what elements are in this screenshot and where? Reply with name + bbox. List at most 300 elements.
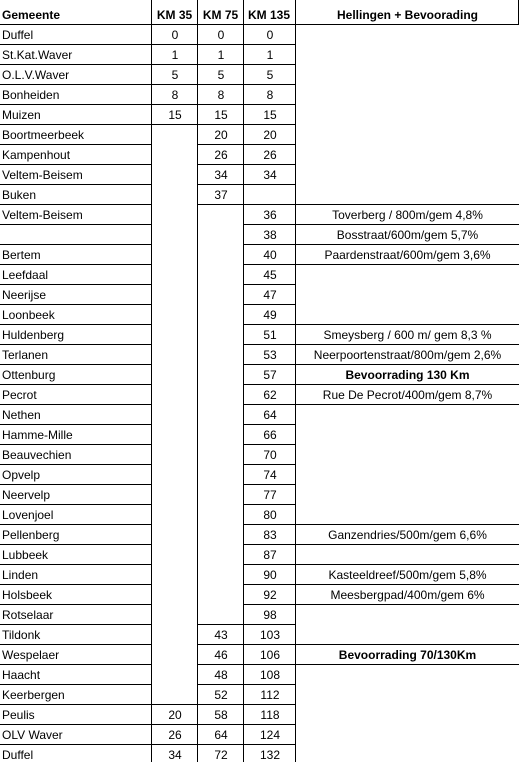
km135-cell: 20 <box>263 128 277 142</box>
remark-cell: Neerpoortenstraat/800m/gem 2,6% <box>313 348 502 362</box>
km75-cell <box>198 485 244 505</box>
km75-cell <box>198 205 244 225</box>
remark-cell <box>296 305 519 325</box>
remark-cell <box>296 545 519 565</box>
gemeente-cell: Nethen <box>2 408 41 422</box>
row-divider <box>244 284 296 285</box>
row-divider <box>0 404 151 405</box>
row-divider <box>0 664 151 665</box>
row-divider <box>0 444 151 445</box>
gemeente-cell: Duffel <box>2 748 34 762</box>
row-divider <box>296 204 519 205</box>
km35-cell <box>152 605 198 625</box>
gemeente-cell: Loonbeek <box>2 308 55 322</box>
row-divider <box>296 604 519 605</box>
remark-cell <box>296 465 519 485</box>
row-divider <box>198 164 244 165</box>
row-divider <box>244 124 296 125</box>
row-divider <box>0 304 151 305</box>
row-divider <box>198 624 244 625</box>
row-divider <box>0 484 151 485</box>
km35-cell: 34 <box>168 748 182 762</box>
gemeente-cell: Leefdaal <box>2 268 49 282</box>
column-divider <box>151 0 152 762</box>
km75-cell <box>198 265 244 285</box>
row-divider <box>152 44 198 45</box>
row-divider <box>0 64 151 65</box>
km75-cell <box>198 225 244 245</box>
remark-cell <box>296 185 519 205</box>
km35-cell <box>152 625 198 645</box>
km75-cell: 64 <box>214 728 228 742</box>
row-divider <box>296 564 519 565</box>
row-divider <box>152 124 198 125</box>
row-divider <box>296 664 519 665</box>
km35-cell: 20 <box>168 708 182 722</box>
km35-cell <box>152 545 198 565</box>
row-divider <box>0 464 151 465</box>
km35-cell: 1 <box>171 48 179 62</box>
km135-cell: 106 <box>259 648 281 662</box>
row-divider <box>198 184 244 185</box>
gemeente-cell: Keerbergen <box>2 688 65 702</box>
row-divider <box>0 684 151 685</box>
km75-cell <box>198 345 244 365</box>
gemeente-cell: Wespelaer <box>2 648 60 662</box>
row-divider <box>244 684 296 685</box>
km75-cell: 43 <box>214 628 228 642</box>
km35-cell: 15 <box>168 108 182 122</box>
row-divider <box>296 344 519 345</box>
row-divider <box>0 124 151 125</box>
row-divider <box>296 404 519 405</box>
row-divider <box>244 144 296 145</box>
km135-cell: 0 <box>266 28 274 42</box>
km75-cell <box>198 365 244 385</box>
row-divider <box>152 704 198 705</box>
gemeente-cell: Ottenburg <box>2 368 56 382</box>
km135-cell: 132 <box>259 748 281 762</box>
km135-cell: 8 <box>266 88 274 102</box>
remark-cell <box>296 165 519 185</box>
row-divider <box>198 64 244 65</box>
row-divider <box>244 584 296 585</box>
km135-cell: 90 <box>263 568 277 582</box>
km135-cell: 5 <box>266 68 274 82</box>
km35-cell: 8 <box>171 88 179 102</box>
km135-cell: 74 <box>263 468 277 482</box>
remark-cell <box>296 445 519 465</box>
km35-cell <box>152 645 198 665</box>
km35-cell <box>152 385 198 405</box>
row-divider <box>0 164 151 165</box>
row-divider <box>296 644 519 645</box>
gemeente-cell: Veltem-Beisem <box>2 168 83 182</box>
km135-cell: 53 <box>263 348 277 362</box>
km75-cell: 34 <box>214 168 228 182</box>
gemeente-cell: Hamme-Mille <box>2 428 73 442</box>
remark-cell <box>296 605 519 625</box>
km35-cell <box>152 465 198 485</box>
row-divider <box>244 504 296 505</box>
row-divider <box>244 164 296 165</box>
row-divider <box>244 564 296 565</box>
gemeente-cell: Duffel <box>2 28 34 42</box>
row-divider <box>244 304 296 305</box>
header-divider <box>0 24 519 25</box>
gemeente-cell: Neerijse <box>2 288 47 302</box>
km135-cell: 26 <box>263 148 277 162</box>
row-divider <box>198 724 244 725</box>
km75-cell <box>198 445 244 465</box>
row-divider <box>296 524 519 525</box>
km75-cell: 72 <box>214 748 228 762</box>
km75-cell <box>198 525 244 545</box>
row-divider <box>244 64 296 65</box>
header-km35: KM 35 <box>156 8 193 22</box>
row-divider <box>0 424 151 425</box>
remark-cell: Bosstraat/600m/gem 5,7% <box>336 228 479 242</box>
km135-cell: 103 <box>259 628 281 642</box>
row-divider <box>296 544 519 545</box>
row-divider <box>198 44 244 45</box>
km35-cell <box>152 585 198 605</box>
remark-cell: Meesbergpad/400m/gem 6% <box>330 588 485 602</box>
km75-cell: 52 <box>214 688 228 702</box>
row-divider <box>296 324 519 325</box>
remark-cell <box>296 705 519 725</box>
row-divider <box>0 344 151 345</box>
row-divider <box>0 604 151 605</box>
km35-cell: 5 <box>171 68 179 82</box>
remark-cell <box>296 105 519 125</box>
row-divider <box>0 204 151 205</box>
row-divider <box>244 664 296 665</box>
remark-cell <box>296 425 519 445</box>
remark-cell <box>296 285 519 305</box>
km135-cell: 112 <box>260 688 280 702</box>
gemeente-cell: Pellenberg <box>2 528 60 542</box>
km35-cell <box>152 365 198 385</box>
km75-cell <box>198 565 244 585</box>
row-divider <box>244 444 296 445</box>
km75-cell: 26 <box>214 148 228 162</box>
km75-cell <box>198 545 244 565</box>
gemeente-cell: Haacht <box>2 668 41 682</box>
row-divider <box>244 324 296 325</box>
km75-cell <box>198 505 244 525</box>
km135-cell: 51 <box>263 328 277 342</box>
km75-cell: 15 <box>214 108 228 122</box>
remark-cell <box>296 625 519 645</box>
km75-cell: 1 <box>217 48 225 62</box>
row-divider <box>244 384 296 385</box>
row-divider <box>296 264 519 265</box>
row-divider <box>0 224 151 225</box>
gemeente-cell: O.L.V.Waver <box>2 68 70 82</box>
km35-cell <box>152 685 198 705</box>
gemeente-cell: Pecrot <box>2 388 37 402</box>
km75-cell: 8 <box>217 88 225 102</box>
row-divider <box>198 744 244 745</box>
row-divider <box>0 724 151 725</box>
row-divider <box>244 84 296 85</box>
km35-cell <box>152 345 198 365</box>
row-divider <box>198 84 244 85</box>
km75-cell: 48 <box>214 668 228 682</box>
row-divider <box>0 284 151 285</box>
row-divider <box>244 264 296 265</box>
remark-cell: Bevoorrading 70/130Km <box>338 648 477 662</box>
km75-cell: 5 <box>217 68 225 82</box>
km75-cell: 58 <box>214 708 228 722</box>
km35-cell <box>152 185 198 205</box>
km135-cell: 1 <box>266 48 274 62</box>
km35-cell <box>152 285 198 305</box>
km135-cell: 15 <box>263 108 277 122</box>
km75-cell <box>198 245 244 265</box>
row-divider <box>152 84 198 85</box>
km35-cell <box>152 225 198 245</box>
km135-cell: 80 <box>263 508 277 522</box>
km35-cell <box>152 305 198 325</box>
km135-cell: 36 <box>263 208 277 222</box>
row-divider <box>296 384 519 385</box>
gemeente-cell: Terlanen <box>2 348 49 362</box>
remark-cell <box>296 45 519 65</box>
gemeente-cell: Buken <box>2 188 37 202</box>
row-divider <box>244 724 296 725</box>
row-divider <box>152 104 198 105</box>
km135-cell: 45 <box>263 268 277 282</box>
gemeente-cell: Peulis <box>2 708 35 722</box>
km35-cell <box>152 265 198 285</box>
gemeente-cell: Kampenhout <box>2 148 71 162</box>
row-divider <box>244 344 296 345</box>
row-divider <box>0 84 151 85</box>
row-divider <box>198 144 244 145</box>
km35-cell <box>152 485 198 505</box>
row-divider <box>152 724 198 725</box>
gemeente-cell: Lovenjoel <box>2 508 54 522</box>
row-divider <box>0 704 151 705</box>
row-divider <box>152 744 198 745</box>
row-divider <box>0 384 151 385</box>
km75-cell <box>198 585 244 605</box>
row-divider <box>0 644 151 645</box>
km135-cell: 92 <box>263 588 277 602</box>
column-divider <box>243 0 244 762</box>
km135-cell: 38 <box>263 228 277 242</box>
remark-cell <box>296 125 519 145</box>
gemeente-cell: Linden <box>2 568 39 582</box>
gemeente-cell: Bonheiden <box>2 88 60 102</box>
gemeente-cell: Beauvechien <box>2 448 72 462</box>
remark-cell <box>296 405 519 425</box>
row-divider <box>0 564 151 565</box>
header-km75: KM 75 <box>202 8 239 22</box>
header-hellingen: Hellingen + Bevoorading <box>336 8 479 22</box>
remark-cell <box>296 145 519 165</box>
row-divider <box>198 124 244 125</box>
row-divider <box>296 584 519 585</box>
km75-cell: 37 <box>214 188 228 202</box>
km75-cell <box>198 325 244 345</box>
row-divider <box>0 584 151 585</box>
row-divider <box>244 244 296 245</box>
km75-cell <box>198 605 244 625</box>
km135-cell <box>244 185 296 205</box>
km35-cell <box>152 145 198 165</box>
row-divider <box>244 224 296 225</box>
row-divider <box>244 184 296 185</box>
km135-cell: 49 <box>263 308 277 322</box>
row-divider <box>244 484 296 485</box>
header-km135: KM 135 <box>247 8 291 22</box>
remark-cell <box>296 725 519 745</box>
row-divider <box>0 244 151 245</box>
km75-cell <box>198 425 244 445</box>
remark-cell <box>296 485 519 505</box>
remark-cell: Toverberg / 800m/gem 4,8% <box>332 208 483 222</box>
remark-cell <box>296 85 519 105</box>
km35-cell <box>152 665 198 685</box>
row-divider <box>244 404 296 405</box>
gemeente-cell: Neervelp <box>2 488 51 502</box>
km35-cell <box>152 325 198 345</box>
row-divider <box>296 224 519 225</box>
km35-cell <box>152 165 198 185</box>
remark-cell <box>296 65 519 85</box>
km35-cell <box>152 525 198 545</box>
km135-cell: 118 <box>260 708 280 722</box>
km75-cell <box>198 465 244 485</box>
km35-cell <box>152 565 198 585</box>
remark-cell <box>296 265 519 285</box>
gemeente-cell: Lubbeek <box>2 548 49 562</box>
row-divider <box>198 684 244 685</box>
gemeente-cell: St.Kat.Waver <box>2 48 73 62</box>
row-divider <box>198 204 244 205</box>
km35-cell <box>152 245 198 265</box>
row-divider <box>198 704 244 705</box>
row-divider <box>0 324 151 325</box>
row-divider <box>198 104 244 105</box>
header-gemeente: Gemeente <box>2 8 61 22</box>
gemeente-cell: Bertem <box>2 248 41 262</box>
gemeente-cell: Huldenberg <box>2 328 65 342</box>
gemeente-cell: Opvelp <box>2 468 41 482</box>
km35-cell <box>152 505 198 525</box>
gemeente-cell <box>0 225 150 245</box>
row-divider <box>0 544 151 545</box>
row-divider <box>0 524 151 525</box>
remark-cell <box>296 25 519 45</box>
row-divider <box>0 144 151 145</box>
row-divider <box>244 624 296 625</box>
km75-cell <box>198 305 244 325</box>
km35-cell <box>152 205 198 225</box>
km35-cell <box>152 125 198 145</box>
row-divider <box>198 664 244 665</box>
row-divider <box>0 264 151 265</box>
row-divider <box>244 544 296 545</box>
km75-cell <box>198 385 244 405</box>
row-divider <box>198 644 244 645</box>
km135-cell: 83 <box>263 528 277 542</box>
remark-cell: Bevoorrading 130 Km <box>345 368 470 382</box>
km75-cell <box>198 285 244 305</box>
gemeente-cell: Tildonk <box>2 628 41 642</box>
km35-cell <box>152 405 198 425</box>
km135-cell: 47 <box>263 288 277 302</box>
remark-cell: Smeysberg / 600 m/ gem 8,3 % <box>323 328 492 342</box>
row-divider <box>244 644 296 645</box>
row-divider <box>0 184 151 185</box>
row-divider <box>0 744 151 745</box>
km135-cell: 77 <box>263 488 277 502</box>
km135-cell: 124 <box>259 728 281 742</box>
row-divider <box>244 364 296 365</box>
km35-cell <box>152 445 198 465</box>
km135-cell: 108 <box>259 668 281 682</box>
row-divider <box>244 424 296 425</box>
row-divider <box>296 364 519 365</box>
row-divider <box>244 204 296 205</box>
row-divider <box>244 104 296 105</box>
remark-cell <box>296 665 519 685</box>
remark-cell <box>296 685 519 705</box>
gemeente-cell: Muizen <box>2 108 41 122</box>
gemeente-cell: OLV Waver <box>2 728 63 742</box>
row-divider <box>296 244 519 245</box>
km135-cell: 40 <box>263 248 277 262</box>
km35-cell <box>152 425 198 445</box>
km135-cell: 70 <box>263 448 277 462</box>
gemeente-cell: Boortmeerbeek <box>2 128 85 142</box>
row-divider <box>0 504 151 505</box>
row-divider <box>244 704 296 705</box>
gemeente-cell: Holsbeek <box>2 588 53 602</box>
km35-cell: 0 <box>171 28 179 42</box>
remark-cell: Ganzendries/500m/gem 6,6% <box>328 528 487 542</box>
row-divider <box>0 624 151 625</box>
remark-cell: Paardenstraat/600m/gem 3,6% <box>324 248 491 262</box>
remark-cell: Rue De Pecrot/400m/gem 8,7% <box>322 388 493 402</box>
km135-cell: 34 <box>263 168 277 182</box>
km135-cell: 98 <box>263 608 277 622</box>
column-divider <box>295 0 296 762</box>
gemeente-cell: Rotselaar <box>2 608 54 622</box>
row-divider <box>0 364 151 365</box>
row-divider <box>0 104 151 105</box>
km75-cell <box>198 405 244 425</box>
column-divider <box>197 0 198 762</box>
row-divider <box>244 524 296 525</box>
km135-cell: 62 <box>263 388 277 402</box>
gemeente-cell: Veltem-Beisem <box>2 208 83 222</box>
remark-cell <box>296 745 519 765</box>
km135-cell: 66 <box>263 428 277 442</box>
row-divider <box>152 64 198 65</box>
km75-cell: 0 <box>217 28 225 42</box>
row-divider <box>244 44 296 45</box>
km135-cell: 87 <box>263 548 277 562</box>
remark-cell <box>296 505 519 525</box>
row-divider <box>244 464 296 465</box>
row-divider <box>0 44 151 45</box>
remark-cell: Kasteeldreef/500m/gem 5,8% <box>328 568 487 582</box>
